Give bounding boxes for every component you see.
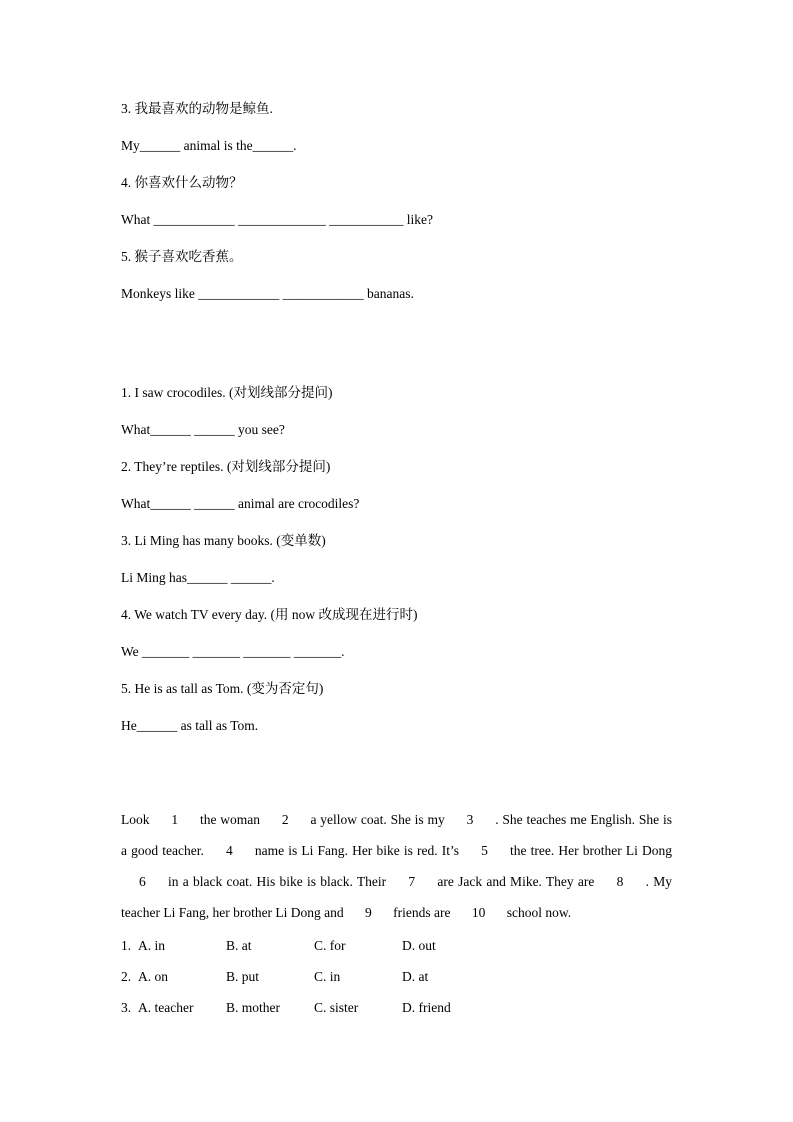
cloze-blank-number: 3 (466, 812, 474, 827)
exercise-line: What______ ______ animal are crocodiles? (121, 496, 360, 511)
option-choice: D. friend (402, 1000, 451, 1015)
translation-section (121, 90, 672, 312)
exercise-line: What ____________ _____________ ___________ like? (121, 212, 433, 227)
cloze-text-segment: . She teaches me English. She is a good teacher. (121, 812, 672, 858)
exercise-line: What______ ______ you see? (121, 422, 285, 437)
cloze-text-segment: a yellow coat. She is my (310, 812, 445, 827)
cloze-blank-number: 1 (171, 812, 179, 827)
cloze-text-segment: the woman (199, 812, 261, 827)
cloze-text-segment: are Jack and Mike. They are (437, 874, 595, 889)
exercise-line: 3. Li Ming has many books. (变单数) (121, 533, 326, 548)
cloze-blank-number: 8 (616, 874, 624, 889)
exercise-line: He______ as tall as Tom. (121, 718, 259, 733)
cloze-blank-number: 7 (408, 874, 416, 889)
cloze-text-segment: Look (121, 812, 150, 827)
exercise-line: 3. 我最喜欢的动物是鲸鱼. (121, 101, 273, 116)
cloze-blank-number: 4 (226, 843, 233, 858)
cloze-paragraph (121, 804, 672, 928)
exercise-line: My______ animal is the______. (121, 138, 297, 153)
option-choice: B. mother (226, 1000, 280, 1015)
option-number: 1. (121, 938, 132, 953)
exercise-line: 4. We watch TV every day. (用 now 改成现在进行时) (121, 607, 418, 622)
option-choice: C. for (314, 938, 346, 953)
cloze-blank-number: 6 (139, 874, 146, 889)
cloze-blank-number: 5 (481, 843, 488, 858)
option-choice: B. at (226, 938, 252, 953)
option-choice: D. at (402, 969, 429, 984)
option-choice: D. out (402, 938, 436, 953)
exercise-line: 5. He is as tall as Tom. (变为否定句) (121, 681, 324, 696)
option-choice: A. teacher (138, 1000, 194, 1015)
cloze-text-segment: . My teacher Li Fang, her brother Li Dong and (121, 874, 673, 920)
exercise-line: 5. 猴子喜欢吃香蕉。 (121, 249, 243, 264)
option-number: 2. (121, 969, 132, 984)
cloze-text-segment: the tree. Her brother Li Dong (510, 843, 673, 858)
cloze-text-segment: in a black coat. His bike is black. Their (168, 874, 387, 889)
option-choice: A. on (138, 969, 168, 984)
cloze-blank-number: 2 (281, 812, 289, 827)
exercise-line: 4. 你喜欢什么动物？ (121, 175, 243, 190)
exercise-line: We _______ _______ _______ _______. (121, 644, 345, 659)
exercise-line: 2. They’re reptiles. (对划线部分提问) (121, 459, 331, 474)
option-row (121, 930, 672, 961)
option-row (121, 992, 672, 1023)
option-choice: C. in (314, 969, 341, 984)
option-row (121, 961, 672, 992)
cloze-section (121, 804, 672, 1023)
exercise-line: Monkeys like ____________ ____________ bananas. (121, 286, 414, 301)
option-choice: C. sister (314, 1000, 359, 1015)
cloze-blank-number: 10 (471, 905, 486, 920)
option-number: 3. (121, 1000, 132, 1015)
exercise-line: 1. I saw crocodiles. (对划线部分提问) (121, 385, 333, 400)
cloze-text-segment: school now. (506, 905, 572, 920)
exercise-line: Li Ming has______ ______. (121, 570, 275, 585)
cloze-text-segment: name is Li Fang. Her bike is red. It’s (254, 843, 459, 858)
cloze-text-segment: friends are (393, 905, 451, 920)
options-list (121, 930, 672, 1023)
option-choice: A. in (138, 938, 165, 953)
transformation-section (121, 374, 672, 744)
cloze-blank-number: 9 (365, 905, 372, 920)
option-choice: B. put (226, 969, 260, 984)
